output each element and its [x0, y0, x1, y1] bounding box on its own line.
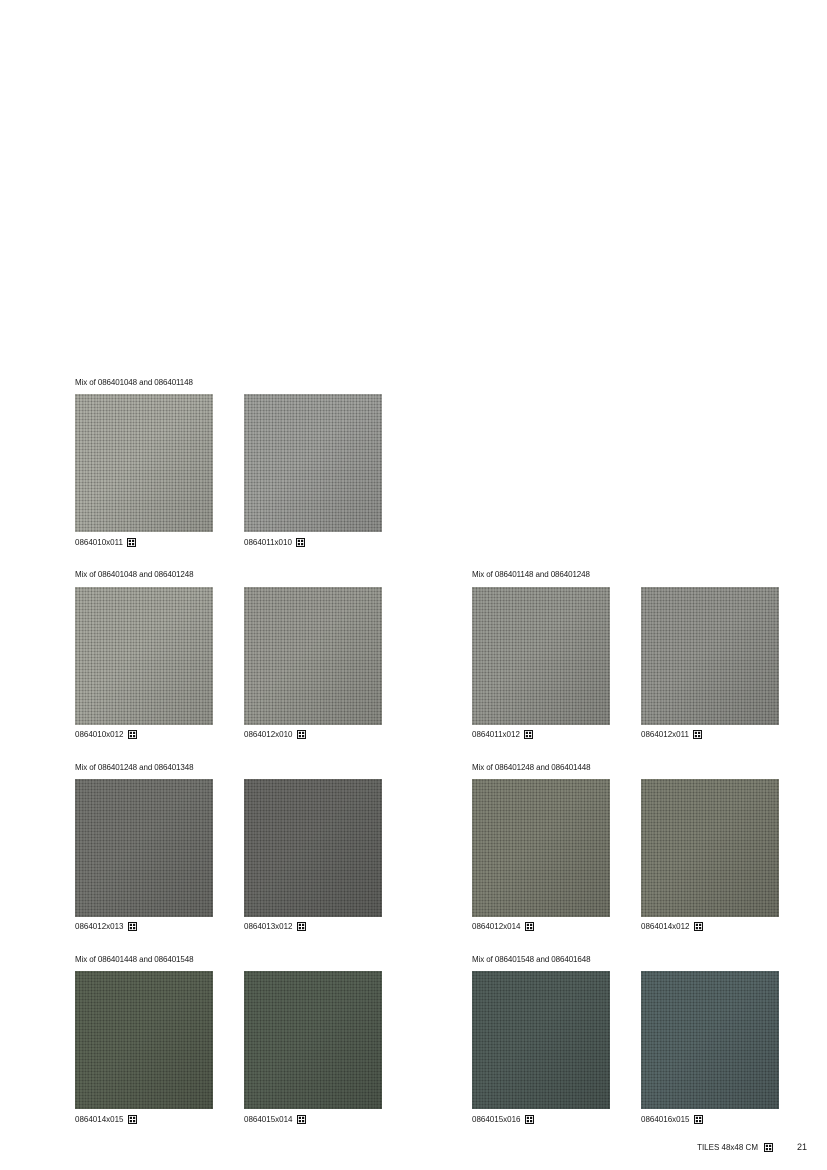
- group-title: Mix of 086401548 and 086401648: [472, 955, 591, 964]
- tile-code: 0864016x015: [641, 1115, 690, 1124]
- tile-caption: [641, 730, 702, 739]
- tile-swatch: [244, 394, 382, 532]
- tile-swatch: [75, 779, 213, 917]
- tile-swatch: [472, 971, 610, 1109]
- footer-label: TILES 48x48 CM: [697, 1142, 758, 1152]
- tile-code: 0864015x014: [244, 1115, 293, 1124]
- group-title: Mix of 086401248 and 086401448: [472, 763, 591, 772]
- tile-code: 0864012x010: [244, 730, 293, 739]
- tile-swatch: [75, 971, 213, 1109]
- tile-swatch: [244, 779, 382, 917]
- tile-caption: [244, 1115, 306, 1124]
- tile-code: 0864010x012: [75, 730, 124, 739]
- page-number: 21: [796, 1142, 807, 1152]
- tile-code: 0864014x015: [75, 1115, 124, 1124]
- tile-code: 0864015x016: [472, 1115, 521, 1124]
- tile-swatch: [244, 587, 382, 725]
- tile-grid-icon: [525, 1115, 534, 1124]
- tile-grid-icon: [694, 1115, 703, 1124]
- tile-grid-icon: [128, 922, 137, 931]
- tile-grid-icon: [297, 730, 306, 739]
- tile-caption: [244, 922, 306, 931]
- tile-caption: [641, 922, 703, 931]
- tile-code: 0864012x013: [75, 922, 124, 931]
- tile-swatch: [244, 971, 382, 1109]
- tile-caption: [472, 730, 533, 739]
- tile-caption: [244, 538, 305, 547]
- tile-caption: [75, 922, 137, 931]
- tile-grid-icon: [297, 1115, 306, 1124]
- tile-swatch: [641, 779, 779, 917]
- tile-caption: [472, 922, 534, 931]
- tile-caption: [75, 538, 136, 547]
- tile-swatch: [472, 587, 610, 725]
- tile-grid-icon: [296, 538, 305, 547]
- group-title: Mix of 086401148 and 086401248: [472, 570, 590, 579]
- tile-grid-icon: [525, 922, 534, 931]
- group-title: Mix of 086401248 and 086401348: [75, 763, 194, 772]
- tile-code: 0864013x012: [244, 922, 293, 931]
- tile-code: 0864011x012: [472, 730, 520, 739]
- tile-swatch: [641, 971, 779, 1109]
- tile-grid-icon: [128, 1115, 137, 1124]
- tile-code: 0864012x011: [641, 730, 689, 739]
- group-title: Mix of 086401048 and 086401148: [75, 378, 193, 387]
- tile-grid-icon: [693, 730, 702, 739]
- tile-swatch: [472, 779, 610, 917]
- tile-grid-icon: [524, 730, 533, 739]
- tile-grid-icon: [694, 922, 703, 931]
- tile-caption: [75, 730, 137, 739]
- tile-grid-icon: [127, 538, 136, 547]
- tile-code: 0864012x014: [472, 922, 521, 931]
- tile-caption: [641, 1115, 703, 1124]
- tile-caption: [75, 1115, 137, 1124]
- group-title: Mix of 086401448 and 086401548: [75, 955, 194, 964]
- tile-swatch: [75, 394, 213, 532]
- tile-code: 0864010x011: [75, 538, 123, 547]
- tile-grid-icon: [297, 922, 306, 931]
- tile-grid-icon: [764, 1143, 773, 1152]
- tile-code: 0864011x010: [244, 538, 292, 547]
- tile-caption: [244, 730, 306, 739]
- tile-code: 0864014x012: [641, 922, 690, 931]
- page-footer: [697, 1142, 807, 1152]
- tile-swatch: [75, 587, 213, 725]
- group-title: Mix of 086401048 and 086401248: [75, 570, 194, 579]
- tile-caption: [472, 1115, 534, 1124]
- tile-grid-icon: [128, 730, 137, 739]
- tile-swatch: [641, 587, 779, 725]
